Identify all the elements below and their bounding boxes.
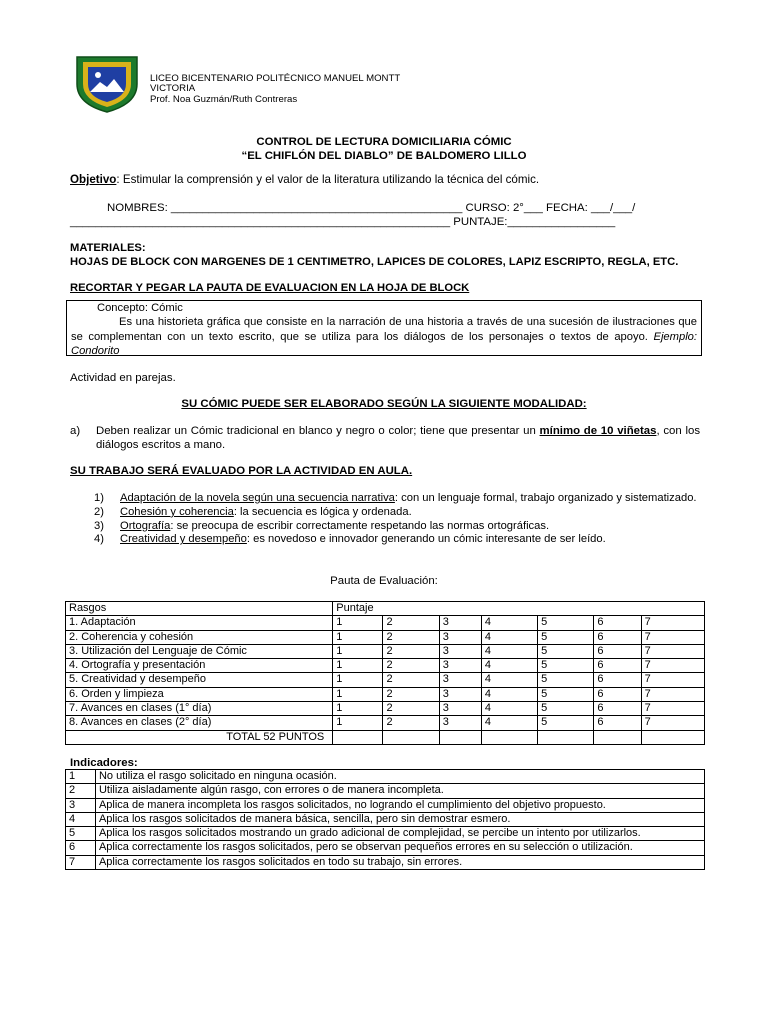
rubric-total: TOTAL 52 PUNTOS (66, 730, 333, 744)
rubric-score-cell: 1 (333, 673, 383, 687)
form-line-score: ____________________________________________________________ PUNTAJE:_________________ (70, 216, 616, 228)
indicator-text: Utiliza aisladamente algún rasgo, con errores o de manera incompleta. (95, 784, 704, 798)
rubric-score-cell: 1 (333, 659, 383, 673)
rubric-score-cell: 6 (594, 644, 641, 658)
rubric-trait: 6. Orden y limpieza (66, 687, 333, 701)
criterion-item (72, 520, 698, 534)
modality-text-after: , con los diálogos escritos a mano. (96, 425, 701, 451)
criterion-item (72, 533, 698, 547)
indicator-number: 6 (66, 841, 96, 855)
rubric-score-cell: 5 (538, 644, 594, 658)
rubric-trait: 1. Adaptación (66, 616, 333, 630)
school-header (150, 74, 400, 105)
rubric-score-cell: 2 (383, 630, 439, 644)
rubric-score-cell: 3 (439, 644, 481, 658)
rubric-score-cell: 4 (481, 673, 537, 687)
rubric-row (66, 716, 705, 730)
objective (70, 173, 539, 186)
indicator-text: Aplica de manera incompleta los rasgos solicitados, no logrando el cumplimiento del objetivo propuesto. (95, 798, 704, 812)
criterion-number: 4) (94, 533, 104, 546)
cutout-instruction: RECORTAR Y PEGAR LA PAUTA DE EVALUACION EN LA HOJA DE BLOCK (70, 282, 470, 294)
indicator-number: 5 (66, 827, 96, 841)
rubric-table (65, 601, 705, 745)
rubric-score-cell: 7 (641, 630, 704, 644)
rubric-row (66, 673, 705, 687)
criterion-number: 1) (94, 492, 104, 504)
criterion-label: Ortografía (120, 519, 171, 532)
indicator-row (66, 827, 705, 841)
rubric-row (66, 702, 705, 716)
rubric-score-cell: 3 (439, 616, 481, 630)
indicator-number: 3 (66, 798, 96, 812)
school-logo (74, 54, 140, 114)
rubric-score-cell: 5 (538, 716, 594, 730)
rubric-score-cell: 4 (481, 702, 537, 716)
document-title (0, 136, 768, 163)
indicators-table (65, 769, 705, 870)
criterion-label: Cohesión y coherencia (120, 505, 234, 518)
criterion-text: : la secuencia es lógica y ordenada. (233, 505, 412, 518)
concept-heading: Concepto: Cómic (97, 302, 183, 314)
rubric-score-cell: 2 (383, 616, 439, 630)
activity-note: Actividad en parejas. (70, 372, 176, 384)
rubric-row (66, 644, 705, 658)
rubric-score-cell: 6 (594, 616, 641, 630)
form-line-names: NOMBRES: ______________________________________________ CURSO: 2°___ FECHA: ___/___/ (107, 202, 636, 214)
modality-emphasis: mínimo de 10 viñetas (539, 425, 657, 437)
rubric-empty-cell (481, 730, 537, 744)
rubric-score-cell: 6 (594, 716, 641, 730)
rubric-trait: 3. Utilización del Lenguaje de Cómic (66, 644, 333, 658)
criterion-number: 2) (94, 505, 104, 518)
rubric-score-cell: 2 (383, 673, 439, 687)
rubric-score-cell: 3 (439, 702, 481, 716)
rubric-score-cell: 3 (439, 659, 481, 673)
objective-text: : Estimular la comprensión y el valor de la literatura utilizando la técnica del cómic. (116, 173, 540, 186)
teachers: Prof. Noa Guzmán/Ruth Contreras (150, 93, 298, 105)
rubric-header-score: Puntaje (333, 602, 705, 616)
modality-heading: SU CÓMIC PUEDE SER ELABORADO SEGÚN LA SIGUIENTE MODALIDAD: (181, 398, 587, 410)
title-line-2: “EL CHIFLÓN DEL DIABLO” DE BALDOMERO LILLO (241, 149, 527, 162)
rubric-score-cell: 5 (538, 616, 594, 630)
rubric-score-cell: 7 (641, 687, 704, 701)
rubric-score-cell: 7 (641, 659, 704, 673)
rubric-empty-cell (594, 730, 641, 744)
rubric-score-cell: 3 (439, 630, 481, 644)
rubric-score-cell: 4 (481, 630, 537, 644)
criterion-text: : se preocupa de escribir correctamente respetando las normas ortográficas. (170, 519, 550, 532)
indicator-row (66, 798, 705, 812)
criterion-label: Adaptación de la novela según una secuencia narrativa (120, 492, 395, 504)
modality-marker: a) (70, 425, 81, 437)
criterion-text: : con un lenguaje formal, trabajo organizado y sistematizado. (394, 492, 697, 504)
rubric-empty-cell (383, 730, 439, 744)
concept-definition (71, 315, 697, 358)
rubric-score-cell: 7 (641, 716, 704, 730)
criterion-item (72, 492, 698, 506)
rubric-score-cell: 2 (383, 659, 439, 673)
criterion-number: 3) (94, 519, 104, 532)
materials (70, 241, 678, 269)
rubric-trait: 4. Ortografía y presentación (66, 659, 333, 673)
rubric-score-cell: 7 (641, 644, 704, 658)
concept-example: Ejemplo: Condorito (71, 330, 698, 357)
rubric-score-cell: 4 (481, 687, 537, 701)
rubric-score-cell: 2 (383, 702, 439, 716)
evaluation-heading: SU TRABAJO SERÁ EVALUADO POR LA ACTIVIDAD EN AULA. (70, 465, 413, 477)
rubric-score-cell: 5 (538, 673, 594, 687)
rubric-score-cell: 6 (594, 673, 641, 687)
rubric-score-cell: 5 (538, 702, 594, 716)
materials-label: MATERIALES: (70, 242, 146, 254)
rubric-trait: 7. Avances en clases (1° día) (66, 702, 333, 716)
indicator-number: 7 (66, 855, 96, 869)
rubric-score-cell: 4 (481, 716, 537, 730)
rubric-score-cell: 4 (481, 616, 537, 630)
rubric-score-cell: 4 (481, 659, 537, 673)
rubric-score-cell: 5 (538, 659, 594, 673)
modality-text: Deben realizar un Cómic tradicional en blanco y negro o color; tiene que presentar un (96, 425, 540, 437)
rubric-trait: 5. Creatividad y desempeño (66, 673, 333, 687)
rubric-score-cell: 7 (641, 616, 704, 630)
school-name: LICEO BICENTENARIO POLITÉCNICO MANUEL MONTT (150, 73, 401, 84)
modality-item (70, 424, 700, 452)
rubric-score-cell: 1 (333, 616, 383, 630)
rubric-empty-cell (439, 730, 481, 744)
indicator-number: 2 (66, 784, 96, 798)
rubric-row (66, 659, 705, 673)
rubric-empty-cell (333, 730, 383, 744)
rubric-score-cell: 2 (383, 644, 439, 658)
rubric-score-cell: 1 (333, 644, 383, 658)
criterion-label: Creatividad y desempeño (120, 533, 247, 546)
indicator-text: Aplica los rasgos solicitados de manera básica, sencilla, pero sin demostrar esmero. (95, 812, 704, 826)
rubric-score-cell: 5 (538, 687, 594, 701)
criterion-text: : es novedoso e innovador generando un cómic interesante de ser leído. (246, 533, 606, 546)
rubric-header-traits: Rasgos (66, 602, 333, 616)
indicator-text: No utiliza el rasgo solicitado en ninguna ocasión. (95, 770, 704, 784)
rubric-row (66, 616, 705, 630)
indicator-row (66, 770, 705, 784)
materials-text: HOJAS DE BLOCK CON MARGENES DE 1 CENTIMETRO, LAPICES DE COLORES, LAPIZ ESCRIPTO, REGLA, ETC. (70, 256, 679, 268)
indicator-row (66, 784, 705, 798)
rubric-row (66, 687, 705, 701)
rubric-score-cell: 1 (333, 687, 383, 701)
indicator-number: 1 (66, 770, 96, 784)
rubric-score-cell: 6 (594, 630, 641, 644)
rubric-score-cell: 7 (641, 702, 704, 716)
rubric-row (66, 630, 705, 644)
concept-box (66, 300, 702, 356)
rubric-empty-cell (641, 730, 704, 744)
indicator-text: Aplica los rasgos solicitados mostrando un grado adicional de complejidad, se percibe un intento por utilizarlos. (95, 827, 704, 841)
indicator-number: 4 (66, 812, 96, 826)
rubric-score-cell: 6 (594, 702, 641, 716)
student-form (70, 201, 710, 229)
criterion-item (72, 506, 698, 520)
rubric-score-cell: 3 (439, 716, 481, 730)
title-line-1: CONTROL DE LECTURA DOMICILIARIA CÓMIC (256, 136, 512, 148)
rubric-trait: 8. Avances en clases (2° día) (66, 716, 333, 730)
criteria-list (72, 492, 698, 547)
rubric-score-cell: 5 (538, 630, 594, 644)
rubric-score-cell: 6 (594, 659, 641, 673)
rubric-score-cell: 3 (439, 673, 481, 687)
indicators-title: Indicadores: (70, 757, 138, 769)
rubric-score-cell: 1 (333, 716, 383, 730)
rubric-score-cell: 4 (481, 644, 537, 658)
school-city: VICTORIA (150, 83, 196, 95)
rubric-trait: 2. Coherencia y cohesión (66, 630, 333, 644)
rubric-score-cell: 2 (383, 687, 439, 701)
rubric-empty-cell (538, 730, 594, 744)
rubric-score-cell: 1 (333, 630, 383, 644)
objective-label: Objetivo (70, 173, 117, 186)
concept-text: Es una historieta gráfica que consiste en la narración de una historia a través de una sucesión de ilustraciones que se complementan con un texto escrito, que se utiliza para los diálogos de los personajes o textos de apoyo. (71, 316, 697, 343)
indicator-text: Aplica correctamente los rasgos solicitados, pero se observan pequeños errores en su selección o utilización. (95, 841, 704, 855)
indicator-text: Aplica correctamente los rasgos solicitados en todo su trabajo, sin errores. (95, 855, 704, 869)
rubric-header-row (66, 602, 705, 616)
rubric-title: Pauta de Evaluación: (330, 575, 438, 587)
rubric-score-cell: 7 (641, 673, 704, 687)
rubric-score-cell: 3 (439, 687, 481, 701)
indicator-row (66, 812, 705, 826)
rubric-score-cell: 2 (383, 716, 439, 730)
rubric-score-cell: 1 (333, 702, 383, 716)
rubric-score-cell: 6 (594, 687, 641, 701)
indicator-row (66, 855, 705, 869)
indicator-row (66, 841, 705, 855)
rubric-total-row (66, 730, 705, 744)
